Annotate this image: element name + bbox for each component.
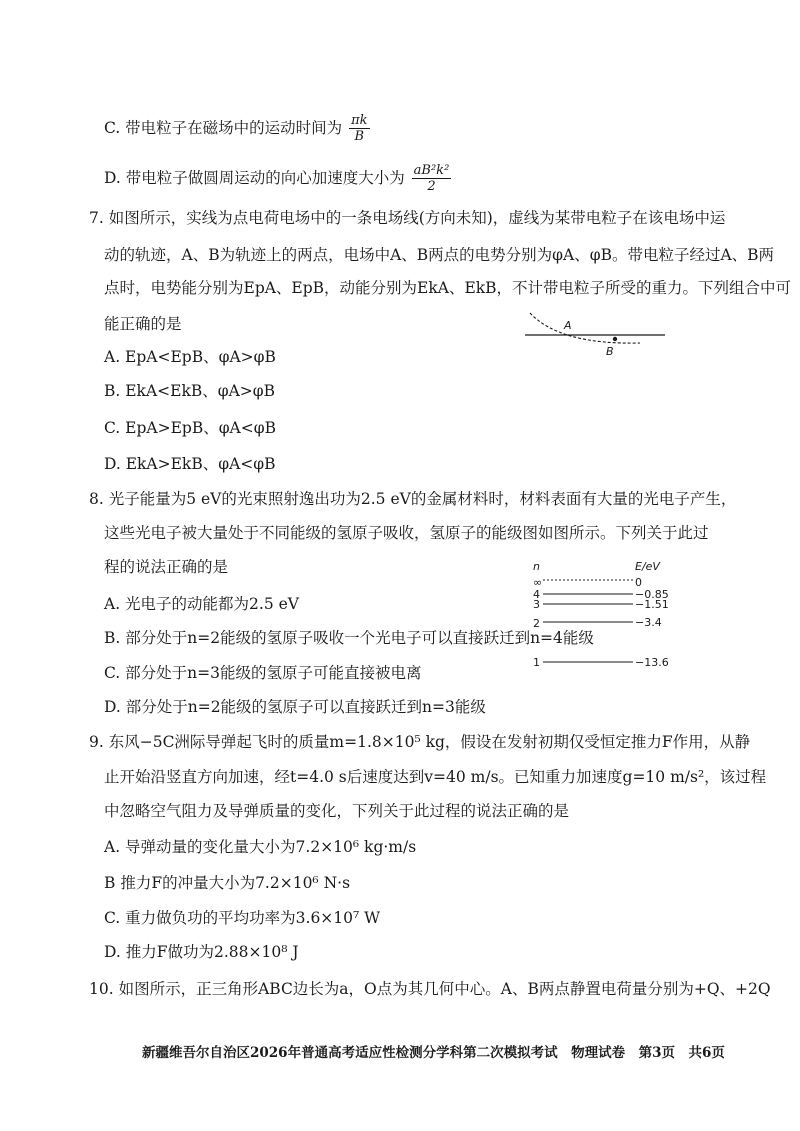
- q7-option-b: B. EkA<EkB、φA>φB: [104, 382, 276, 400]
- level-n-3: 3: [533, 598, 540, 611]
- page-footer: 新疆维吾尔自治区2026年普通高考适应性检测分学科第二次模拟考试 物理试卷 第3页 共6页: [142, 1045, 725, 1061]
- particle-trajectory: [530, 313, 640, 343]
- level-e-1: −13.6: [635, 656, 669, 669]
- q6-option-c: [104, 113, 370, 145]
- q6-option-c-text: C. 带电粒子在磁场中的运动时间为: [104, 119, 343, 137]
- q7-stem-line-1: 7. 如图所示，实线为点电荷电场中的一条电场线(方向未知)，虚线为某带电粒子在该电场中运: [89, 209, 726, 227]
- n-header: n: [533, 560, 540, 573]
- q10-stem-line-1: 10. 如图所示，正三角形ABC边长为a，O点为其几何中心。A、B两点静置电荷量分别为+Q、+2Q: [89, 980, 771, 998]
- level-n-4: 4: [533, 588, 540, 601]
- level-e-2: −3.4: [635, 616, 662, 629]
- q6-option-d-fraction: [412, 163, 452, 195]
- q8-option-c: C. 部分处于n=3能级的氢原子可能直接被电离: [104, 664, 422, 682]
- q8-option-b: B. 部分处于n=2能级的氢原子吸收一个光电子可以直接跃迁到n=4能级: [104, 629, 594, 647]
- q7-stem-line-2: 动的轨迹，A、B为轨迹上的两点，电场中A、B两点的电势分别为φA、φB。带电粒子经过A、B两: [104, 246, 775, 264]
- level-n-inf: ∞: [533, 576, 543, 589]
- level-e-4: −0.85: [635, 588, 669, 601]
- q7-field-line-figure: [520, 305, 670, 360]
- q7-stem-line-3: 点时，电势能分别为EpA、EpB，动能分别为EkA、EkB，不计带电粒子所受的重力。下列组合中可: [104, 279, 792, 297]
- q7-stem-line-4: 能正确的是: [104, 315, 182, 333]
- level-e-inf: 0: [635, 576, 642, 589]
- q7-option-d: D. EkA>EkB、φA<φB: [104, 455, 276, 473]
- energy-header: E/eV: [635, 560, 660, 573]
- level-n-1: 1: [533, 656, 540, 669]
- q8-option-a: A. 光电子的动能都为2.5 eV: [104, 595, 299, 613]
- q7-option-a: A. EpA<EpB、φA>φB: [104, 348, 276, 366]
- point-b: [613, 337, 617, 341]
- q9-option-d: D. 推力F做功为2.88×10⁸ J: [104, 943, 299, 961]
- level-n-2: 2: [533, 617, 540, 630]
- fraction-numerator: πk: [351, 113, 368, 128]
- q7-option-c: C. EpA>EpB、φA<φB: [104, 419, 276, 437]
- q8-energy-level-diagram: [525, 558, 695, 673]
- q6-option-c-fraction: [349, 113, 369, 145]
- label-a: A: [564, 319, 572, 332]
- q6-option-d: [104, 163, 451, 195]
- q6-option-d-text: D. 带电粒子做圆周运动的向心加速度大小为: [104, 169, 405, 187]
- q8-stem-line-1: 8. 光子能量为5 eV的光束照射逸出功为2.5 eV的金属材料时，材料表面有大量的光电子产生，: [89, 490, 737, 508]
- q8-stem-line-2: 这些光电子被大量处于不同能级的氢原子吸收，氢原子的能级图如图所示。下列关于此过: [104, 524, 709, 542]
- fraction-denominator: B: [354, 129, 365, 144]
- q9-option-b: B 推力F的冲量大小为7.2×10⁶ N·s: [104, 874, 351, 892]
- q8-stem-line-3: 程的说法正确的是: [104, 558, 229, 576]
- q9-stem-line-1: 9. 东风−5C洲际导弹起飞时的质量m=1.8×10⁵ kg，假设在发射初期仅受恒定推力F作用，从静: [89, 733, 751, 751]
- q9-option-c: C. 重力做负功的平均功率为3.6×10⁷ W: [104, 909, 381, 927]
- fraction-denominator: 2: [427, 179, 436, 194]
- label-b: B: [606, 345, 614, 358]
- q9-stem-line-3: 中忽略空气阻力及导弹质量的变化，下列关于此过程的说法正确的是: [104, 802, 570, 820]
- q8-option-d: D. 部分处于n=2能级的氢原子可以直接跃迁到n=3能级: [104, 698, 486, 716]
- fraction-numerator: aB²k²: [413, 163, 450, 178]
- q9-option-a: A. 导弹动量的变化量大小为7.2×10⁶ kg·m/s: [104, 838, 417, 856]
- level-e-3: −1.51: [635, 598, 669, 611]
- q9-stem-line-2: 止开始沿竖直方向加速，经t=4.0 s后速度达到v=40 m/s。已知重力加速度g=10 m/s²，该过程: [104, 768, 767, 786]
